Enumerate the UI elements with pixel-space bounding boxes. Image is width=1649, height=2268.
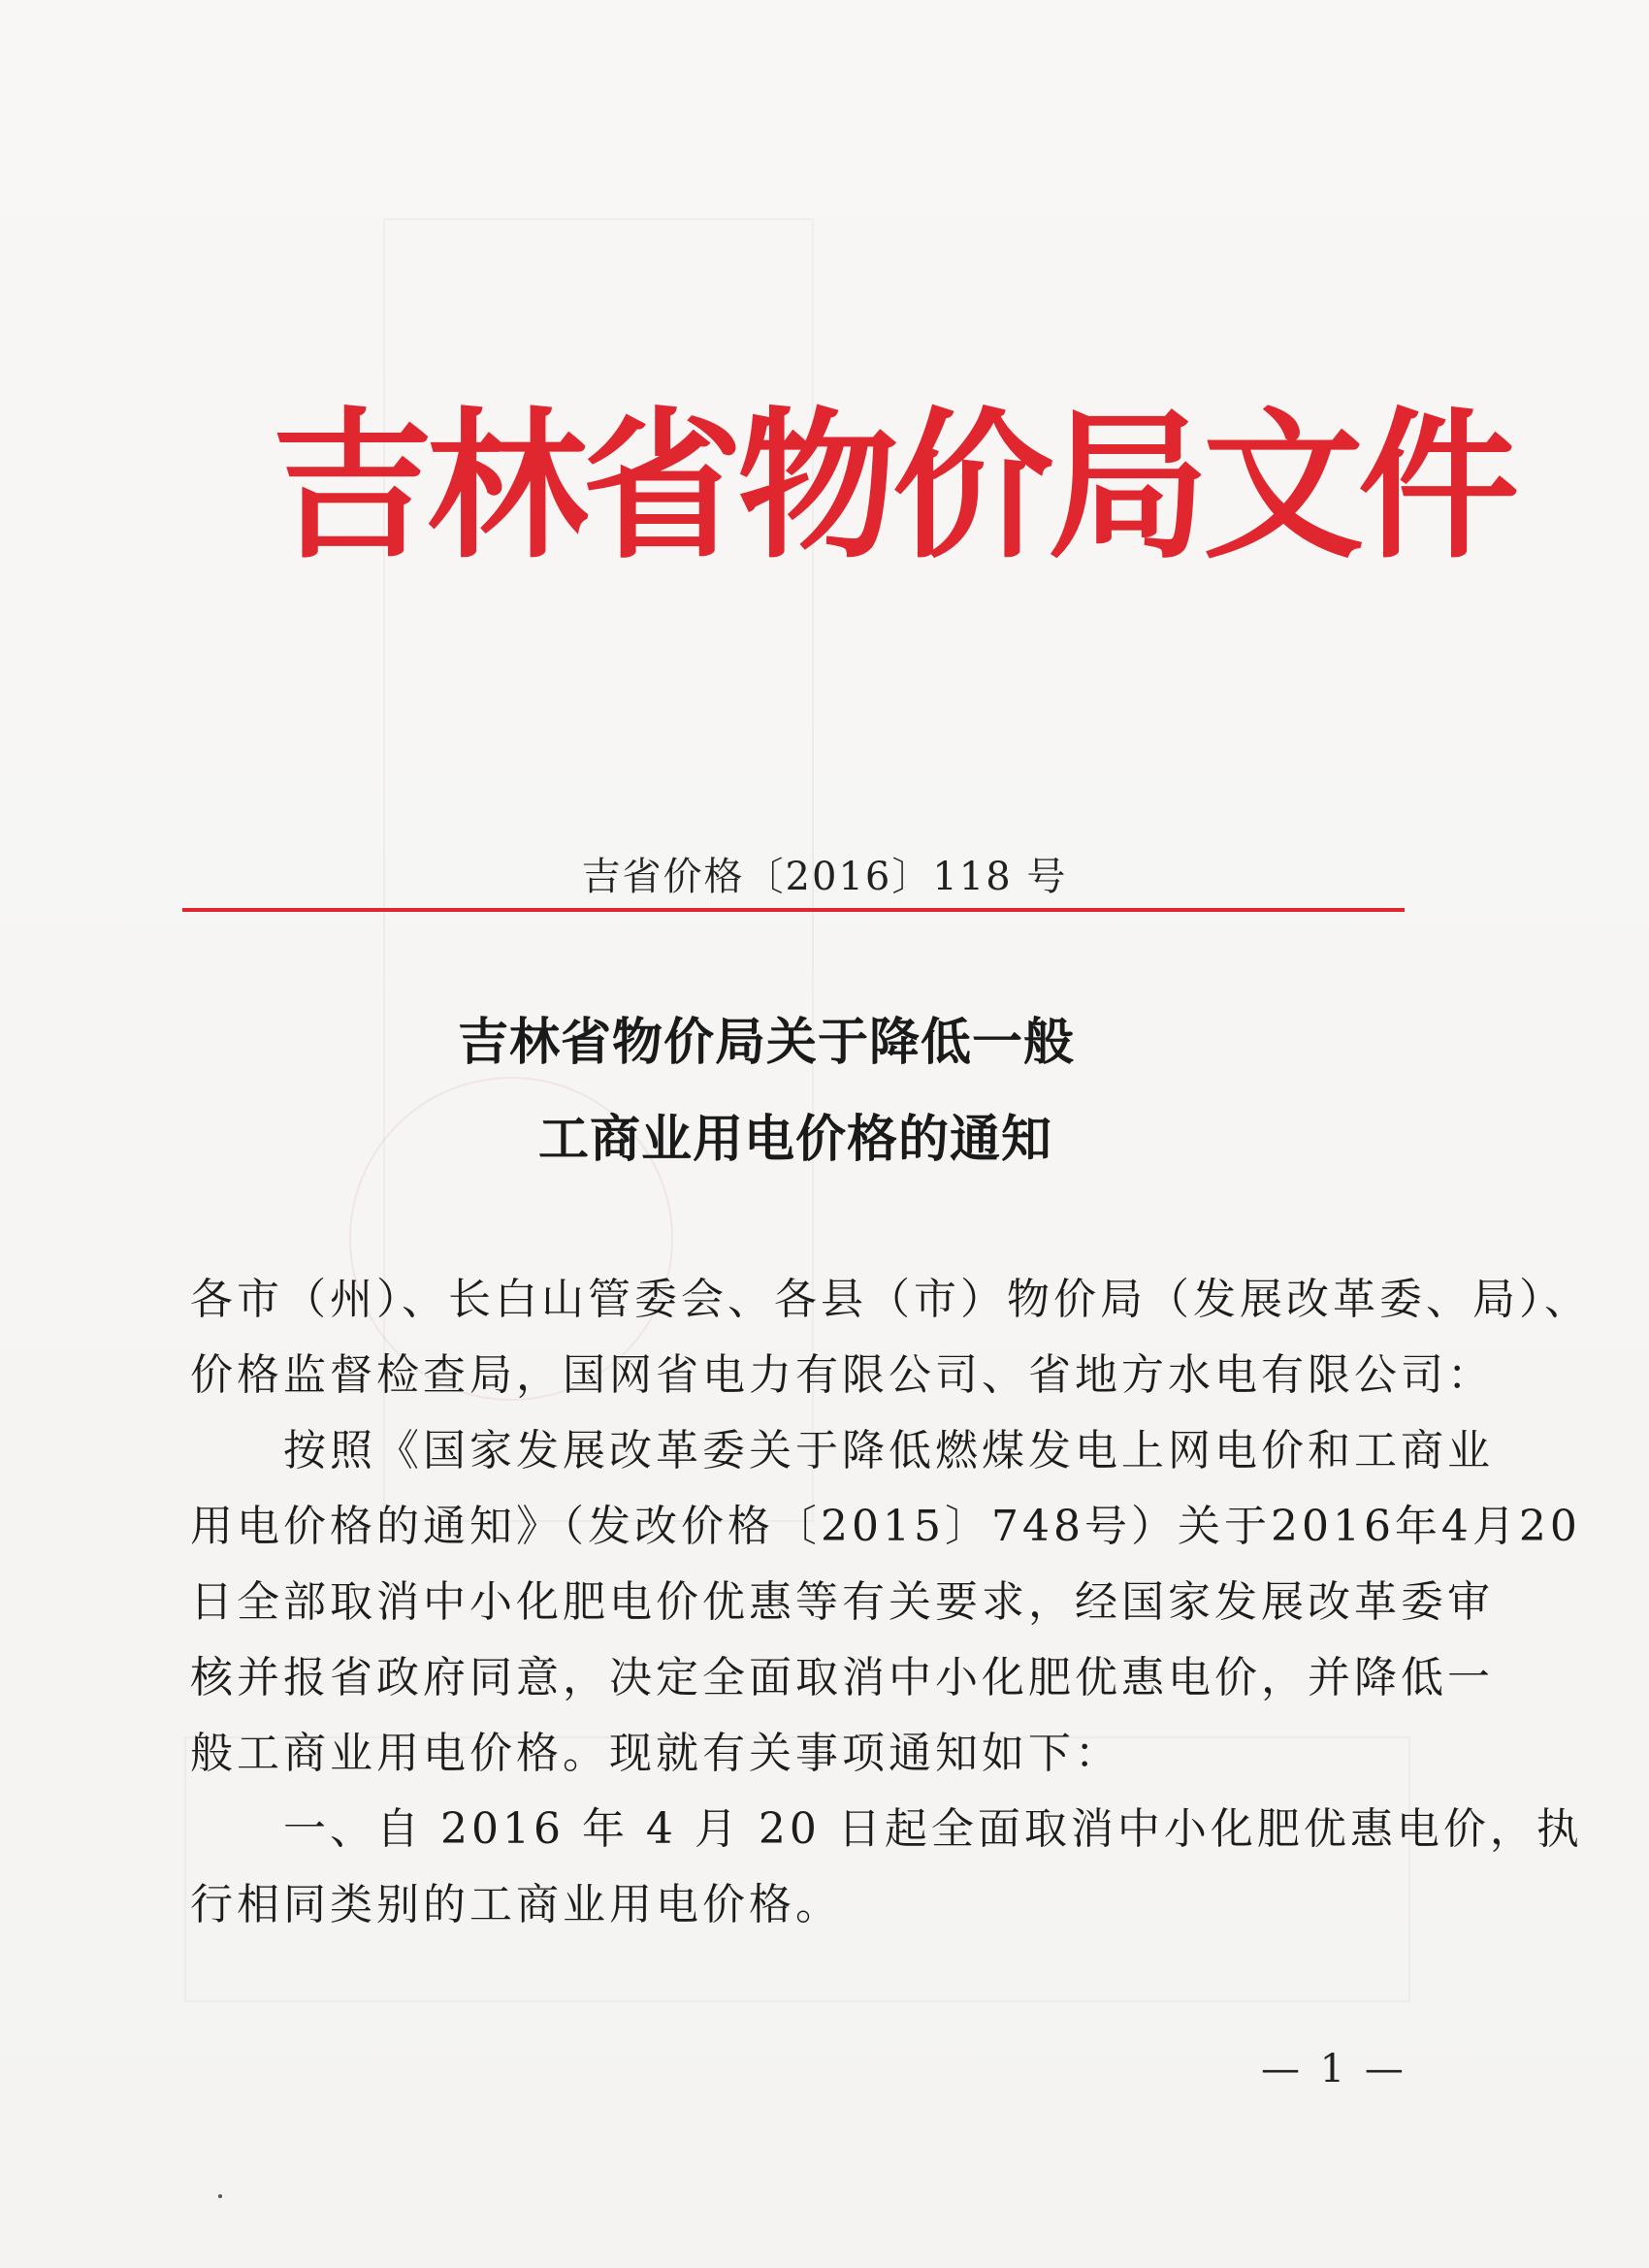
body-line: 般工商业用电价格。现就有关事项通知如下：: [190, 1729, 1121, 1778]
document-title-line-2: 工商业用电价格的通知: [537, 1111, 1052, 1169]
body-line: 核并报省政府同意，决定全面取消中小化肥优惠电价，并降低一: [190, 1653, 1494, 1702]
page-number: — 1 —: [1261, 2047, 1407, 2091]
document-number: 吉省价格〔2016〕118 号: [581, 855, 1068, 899]
body-line: 日全部取消中小化肥电价优惠等有关要求，经国家发展改革委审: [190, 1577, 1494, 1627]
issuing-authority-title: 吉林省物价局文件: [272, 394, 1513, 581]
body-line: 用电价格的通知》（发改价格〔2015〕748号）关于2016年4月20: [190, 1502, 1581, 1551]
red-separator-line: [182, 908, 1405, 912]
body-line: 各市（州）、长白山管委会、各县（市）物价局（发展改革委、局）、: [190, 1275, 1591, 1324]
scan-speck: [218, 2194, 222, 2198]
body-line: 一、自 2016 年 4 月 20 日起全面取消中小化肥优惠电价，执: [190, 1804, 1583, 1854]
body-line: 行相同类别的工商业用电价格。: [190, 1880, 842, 1929]
document-title-line-1: 吉林省物价局关于降低一般: [457, 1014, 1075, 1072]
body-line: 按照《国家发展改革委关于降低燃煤发电上网电价和工商业: [190, 1426, 1494, 1475]
body-line: 价格监督检查局，国网省电力有限公司、省地方水电有限公司：: [190, 1350, 1494, 1400]
